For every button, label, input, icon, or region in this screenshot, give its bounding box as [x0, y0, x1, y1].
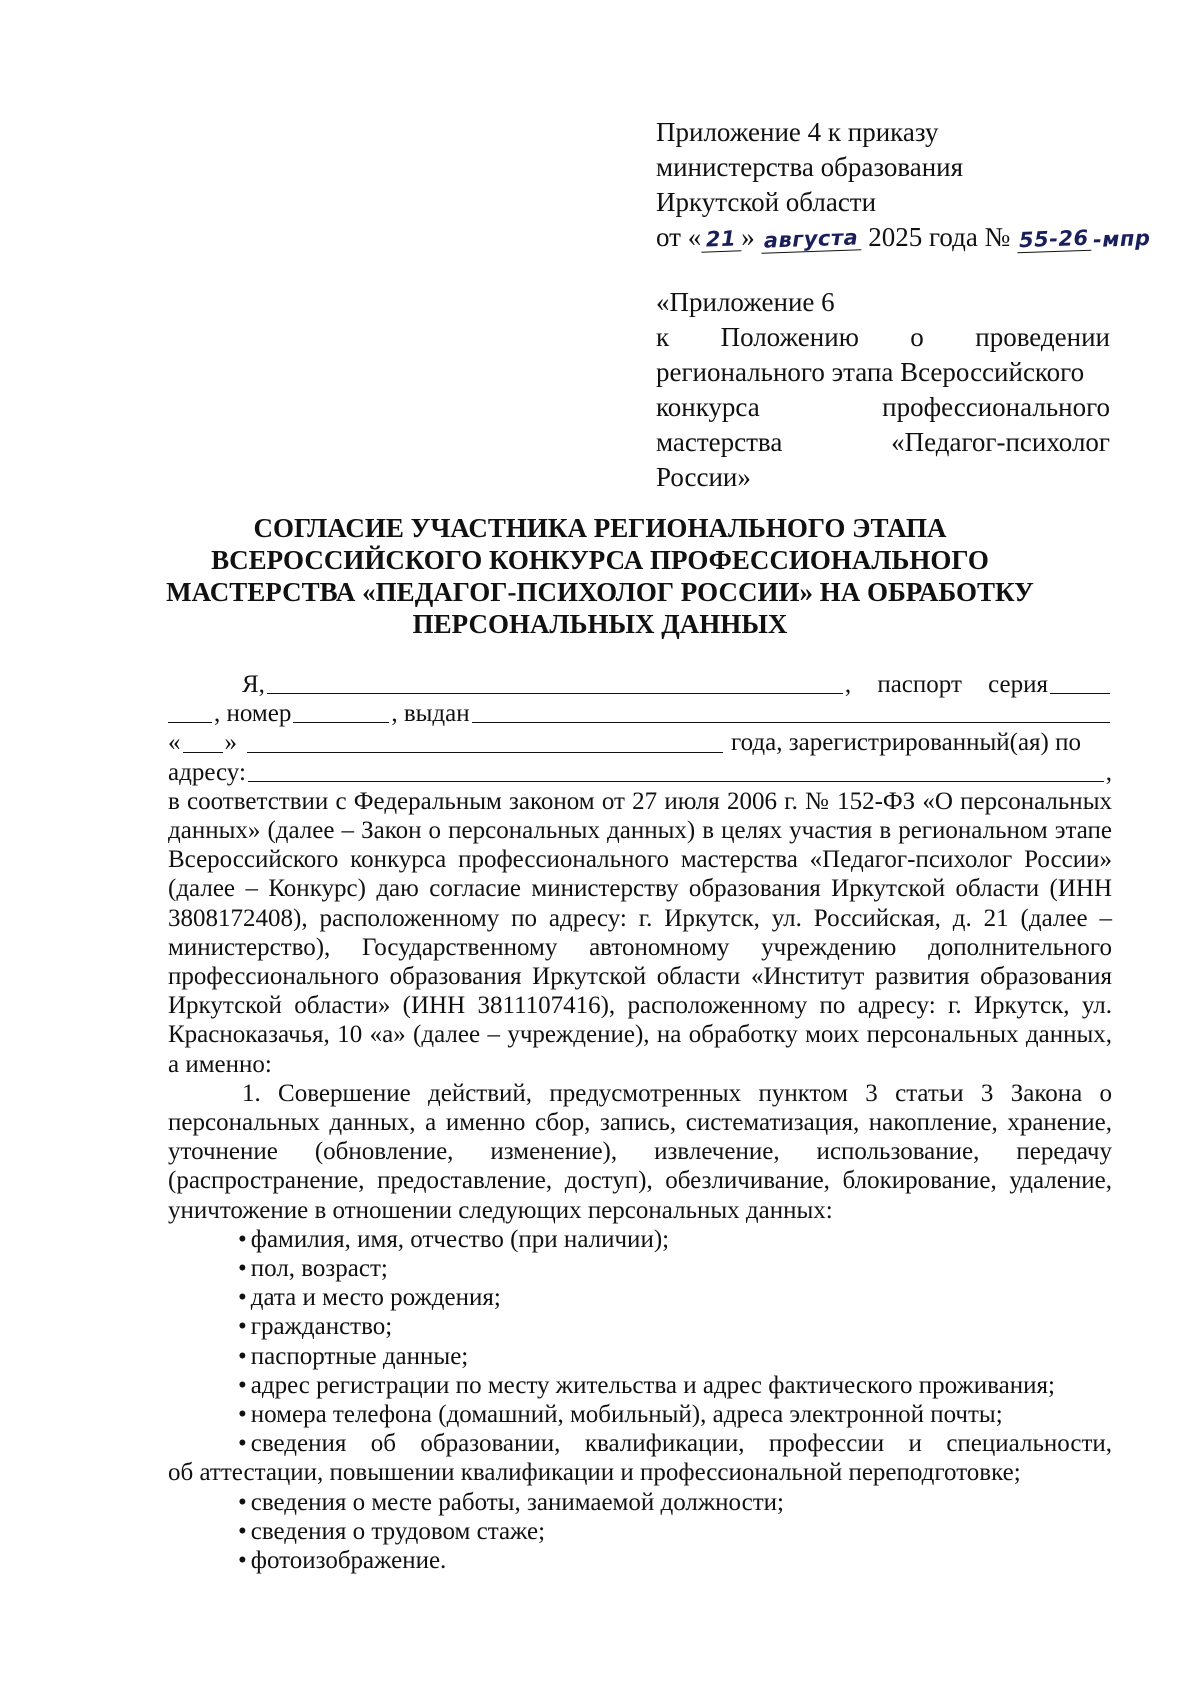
- personal-data-list: [238, 1225, 1112, 1429]
- bullet-icon: •: [238, 1547, 247, 1575]
- appendix-line-2: к Положению о проведении: [656, 322, 1110, 352]
- title-line-2: ВСЕРОССИЙСКОГО КОНКУРСА ПРОФЕССИОНАЛЬНОГО: [211, 545, 989, 575]
- field-passport-number[interactable]: [293, 722, 389, 723]
- label-issued: , выдан: [391, 700, 470, 728]
- appendix-line-3: регионального этапа Всероссийского: [656, 357, 1085, 387]
- list-item-education-line-1: • сведения об образовании, квалификации, профессии и специальности,: [238, 1430, 1112, 1458]
- handwritten-order-suffix: -мпр: [1092, 226, 1151, 252]
- handwritten-month: августа: [761, 225, 862, 253]
- bullet-icon: •: [238, 1284, 247, 1312]
- list-item: • гражданство;: [238, 1313, 393, 1341]
- bullet-icon: •: [238, 1225, 247, 1253]
- appendix-line-1: «Приложение 6: [656, 287, 835, 317]
- handwritten-day: 21: [701, 226, 742, 252]
- title-line-4: ПЕРСОНАЛЬНЫХ ДАННЫХ: [412, 609, 788, 639]
- field-passport-series-cont[interactable]: [168, 722, 212, 723]
- bullet-icon: •: [238, 1401, 247, 1429]
- field-issued-by[interactable]: [472, 722, 1110, 723]
- address-comma: ,: [1105, 758, 1112, 786]
- field-full-name[interactable]: [267, 693, 843, 694]
- form-row-address: [168, 758, 1112, 787]
- list-item: • пол, возраст;: [238, 1255, 388, 1282]
- bullet-icon: •: [238, 1255, 247, 1282]
- list-item: • номера телефона (домашний, мобильный), адреса электронной почты;: [238, 1401, 1003, 1429]
- form-row-name: [168, 670, 1112, 699]
- consent-body: [168, 670, 1112, 1575]
- list-item: • сведения о месте работы, занимаемой должности;: [238, 1488, 784, 1516]
- label-address: адресу:: [168, 758, 246, 786]
- field-address[interactable]: [248, 781, 1104, 782]
- list-item-education-line-2: об аттестации, повышении квалификации и профессиональной переподготовке;: [168, 1459, 1021, 1487]
- header-line-3: Иркутской области: [656, 187, 877, 217]
- header-date-line: [656, 220, 1151, 255]
- list-item: • адрес регистрации по месту жительства и адрес фактического проживания;: [238, 1371, 1055, 1399]
- bullet-icon: •: [238, 1517, 247, 1545]
- bullet-icon: •: [238, 1342, 247, 1370]
- list-item: • фамилия, имя, отчество (при наличии);: [238, 1225, 670, 1253]
- quote-open: «: [168, 729, 181, 757]
- list-item: • сведения о трудовом стаже;: [238, 1517, 546, 1545]
- field-issue-day[interactable]: [183, 752, 223, 753]
- label-passport-series: , паспорт серия: [844, 670, 1048, 698]
- form-row-date: [168, 728, 1112, 757]
- header-line-2: министерства образования: [656, 152, 964, 182]
- quote-close: »: [224, 729, 237, 757]
- appendix-6-reference: [656, 285, 1110, 495]
- label-ya: Я,: [242, 670, 265, 698]
- list-item: • фотоизображение.: [238, 1547, 447, 1575]
- date-year-text: 2025 года №: [868, 222, 1011, 252]
- appendix-line-6: России»: [656, 462, 751, 492]
- order-appendix-header: [656, 115, 1151, 255]
- field-issue-month[interactable]: [247, 752, 723, 753]
- appendix-line-5: мастерства «Педагог-психолог: [656, 427, 1110, 457]
- appendix-line-4: конкурса профессионального: [656, 392, 1110, 422]
- bullet-icon: •: [238, 1488, 247, 1516]
- document-title: [150, 512, 1050, 640]
- bullet-icon: •: [238, 1371, 247, 1399]
- title-line-1: СОГЛАСИЕ УЧАСТНИКА РЕГИОНАЛЬНОГО ЭТАПА: [253, 513, 947, 543]
- form-row-number: [168, 699, 1112, 728]
- field-passport-series[interactable]: [1050, 693, 1110, 694]
- handwritten-order-number: 55-26: [1017, 226, 1091, 254]
- consent-paragraph: в соответствии с Федеральным законом от 27 июля 2006 г. № 152-ФЗ «О персональных данных» (далее – Закон о персональных данных) в целях участия в региональном этапе Всероссийского конкурса профессионального мастерства «Педагог-психолог России» (далее – Конкурс) даю согласие министерству образования Иркутской области (ИНН 3808172408), расположенному по адресу: г. Иркутск, ул. Российская, д. 21 (далее – министерство), Государственному автономному учреждению дополнительного профессионального образования Иркутской области «Институт развития образования Иркутской области» (ИНН 3811107416), расположенному по адресу: г. Иркутск, ул. Красноказачья, 10 «а» (далее – учреждение), на обработку моих персональных данных, а именно:: [168, 787, 1112, 1078]
- bullet-icon: •: [238, 1313, 247, 1341]
- label-number: , номер: [214, 700, 292, 728]
- list-item: • дата и место рождения;: [238, 1284, 501, 1312]
- personal-data-list-cont: [238, 1488, 1112, 1576]
- clause-1-paragraph: 1. Совершение действий, предусмотренных пунктом 3 статьи 3 Закона о персональных данных, а именно сбор, запись, систематизация, накопление, хранение, уточнение (обновление, изменение), извлечение, использование, передачу (распространение, предоставление, доступ), обезличивание, блокирование, удаление, уничтожение в отношении следующих персональных данных:: [168, 1079, 1112, 1224]
- date-mid: »: [741, 222, 755, 252]
- label-registered: года, зарегистрированный(ая) по: [731, 729, 1082, 757]
- header-line-1: Приложение 4 к приказу: [656, 117, 939, 147]
- list-item: • паспортные данные;: [238, 1342, 469, 1370]
- date-prefix: от «: [656, 222, 702, 252]
- bullet-icon: •: [238, 1430, 247, 1458]
- title-line-3: МАСТЕРСТВА «ПЕДАГОГ-ПСИХОЛОГ РОССИИ» НА ОБРАБОТКУ: [166, 577, 1034, 607]
